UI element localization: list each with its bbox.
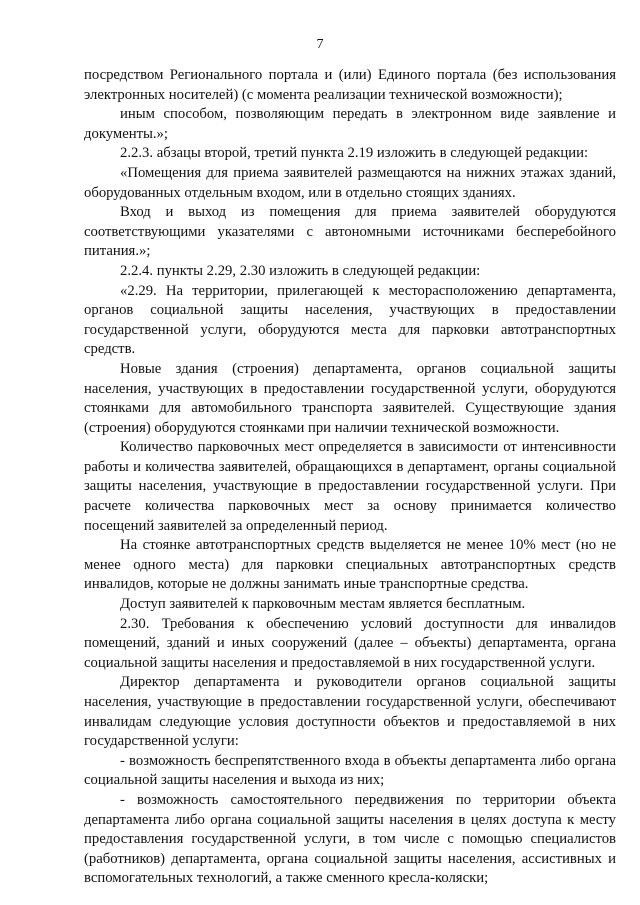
paragraph: Новые здания (строения) департамента, органов социальной защиты населения, участвующих в предоставлении государственной услуги, оборудуются стоянками для автомобильного транспорта заявителей. Существующие здания (строения) оборудуются стоянками при наличии технической возможности. xyxy=(84,360,616,436)
paragraph: 2.2.3. абзацы второй, третий пункта 2.19 изложить в следующей редакции: xyxy=(120,145,589,162)
paragraph: На стоянке автотранспортных средств выделяется не менее 10% мест (но не менее одного места) для парковки специальных автотранспортных средств инвалидов, которые не должны занимать иные транспортные средства. xyxy=(84,537,616,593)
paragraph: посредством Регионального портала и (или) Единого портала (без использования электронных носителей) (с момента реализации технической возможности); xyxy=(84,67,616,103)
document-body xyxy=(84,66,616,889)
list-item: - возможность беспрепятственного входа в объекты департамента либо органа социальной защиты населения и выхода из них; xyxy=(84,752,616,789)
paragraph: иным способом, позволяющим передать в электронном виде заявление и документы.»; xyxy=(84,106,616,142)
paragraph: 2.30. Требования к обеспечению условий доступности для инвалидов помещений, зданий и иных сооружений (далее – объекты) департамента, органа социальной защиты населения и предоставляемой в них государственной услуги. xyxy=(84,615,616,671)
list-item: - возможность самостоятельного передвижения по территории объекта департамента либо органа социальной защиты населения в целях доступа к месту предоставления государственной услуги, в том числе с помощью специалистов (работников) департамента, органа социальной защиты населения, ассистивных и вспомогательных технологий, а также сменного кресла-коляски; xyxy=(84,791,616,887)
paragraph: Количество парковочных мест определяется в зависимости от интенсивности работы и количества заявителей, обращающихся в департамент, органы социальной защиты населения, участвующие в предоставлении государственной услуги. При расчете количества парковочных мест за основу принимается количество посещений заявителей за определенный период. xyxy=(84,439,616,534)
paragraph: «2.29. На территории, прилегающей к месторасположению департамента, органов социальной защиты населения, участвующих в предоставлении государственной услуги, оборудуются места для парковки автотранспортных средств. xyxy=(84,282,616,358)
paragraph: Вход и выход из помещения для приема заявителей оборудуются соответствующими указателями с автономными источниками бесперебойного питания.»; xyxy=(84,204,616,260)
paragraph: Директор департамента и руководители органов социальной защиты населения, участвующие в предоставлении государственной услуги, обеспечивают инвалидам следующие условия доступности объектов и предоставляемой в них государственной услуги: xyxy=(84,674,616,750)
paragraph: Доступ заявителей к парковочным местам является бесплатным. xyxy=(120,596,526,613)
paragraph: 2.2.4. пункты 2.29, 2.30 изложить в следующей редакции: xyxy=(120,262,481,279)
paragraph: «Помещения для приема заявителей размещаются на нижних этажах зданий, оборудованных отдельным входом, или в отдельно стоящих зданиях. xyxy=(84,164,616,201)
page-number: 7 xyxy=(316,37,324,52)
